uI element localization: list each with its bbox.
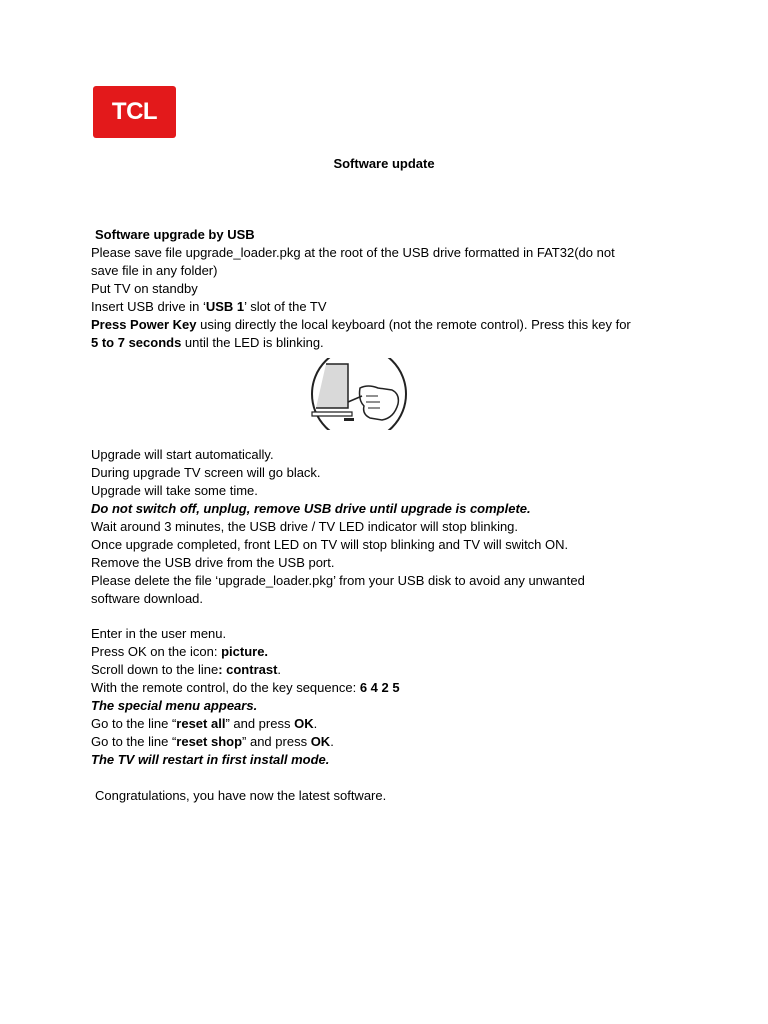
text-run: Insert USB drive in ‘ bbox=[91, 299, 206, 314]
text-run: Scroll down to the line bbox=[91, 662, 219, 677]
text-run: ” and press bbox=[225, 716, 295, 731]
text-run: . bbox=[313, 716, 318, 731]
text-run: ” and press bbox=[242, 734, 311, 749]
reset-shop-label: reset shop bbox=[176, 734, 243, 749]
upgrade-line: Remove the USB drive from the USB port. bbox=[91, 555, 335, 570]
upgrade-line: software download. bbox=[91, 591, 204, 606]
text-run: Press OK on the icon: bbox=[91, 644, 222, 659]
menu-step-line bbox=[91, 679, 400, 697]
upgrade-line: Please delete the file ‘upgrade_loader.pkg’ from your USB disk to avoid any unwanted bbox=[91, 573, 585, 588]
hand-icon bbox=[360, 386, 399, 420]
menu-step-line bbox=[91, 661, 281, 679]
instruction-line: save file in any folder) bbox=[91, 263, 218, 278]
menu-step-line bbox=[91, 733, 334, 751]
instruction-line: Please save file upgrade_loader.pkg at the root of the USB drive formatted in FAT32(do not bbox=[91, 245, 615, 260]
text-run: With the remote control, do the key sequence: bbox=[91, 680, 360, 695]
duration-label: 5 to 7 seconds bbox=[91, 335, 182, 350]
tv-bottom-bezel bbox=[312, 412, 352, 416]
text-run: Go to the line “ bbox=[91, 734, 177, 749]
ok-label: OK bbox=[310, 734, 331, 749]
special-menu-note: The special menu appears. bbox=[91, 698, 258, 713]
usb-slot-label: USB 1 bbox=[205, 299, 245, 314]
section-heading: Software upgrade by USB bbox=[95, 227, 255, 242]
text-run: until the LED is blinking. bbox=[181, 335, 324, 350]
upgrade-line: Once upgrade completed, front LED on TV will stop blinking and TV will switch ON. bbox=[91, 537, 569, 552]
closing-line: Congratulations, you have now the latest software. bbox=[95, 788, 387, 803]
power-key-label: Press Power Key bbox=[91, 317, 197, 332]
instruction-line bbox=[91, 298, 327, 316]
text-run: . bbox=[277, 662, 282, 677]
text-run: ’ slot of the TV bbox=[244, 299, 327, 314]
text-run: Go to the line “ bbox=[91, 716, 177, 731]
menu-step-line: Enter in the user menu. bbox=[91, 626, 227, 641]
reset-all-label: reset all bbox=[176, 716, 226, 731]
text-run: . bbox=[330, 734, 334, 749]
text-run: using directly the local keyboard (not the remote control). Press this key for bbox=[196, 317, 631, 332]
power-key-icon bbox=[344, 418, 354, 421]
instruction-line bbox=[91, 334, 324, 352]
upgrade-line: Upgrade will take some time. bbox=[91, 483, 258, 498]
restart-note: The TV will restart in first install mode. bbox=[91, 752, 330, 767]
logo-text: TCL bbox=[111, 98, 158, 125]
document-title: Software update bbox=[333, 156, 435, 171]
menu-step-line bbox=[91, 715, 317, 733]
power-key-illustration bbox=[308, 358, 410, 430]
upgrade-line: During upgrade TV screen will go black. bbox=[91, 465, 321, 480]
upgrade-line: Wait around 3 minutes, the USB drive / TV LED indicator will stop blinking. bbox=[91, 519, 519, 534]
ok-label: OK bbox=[294, 716, 314, 731]
upgrade-line: Upgrade will start automatically. bbox=[91, 447, 274, 462]
picture-label: picture. bbox=[221, 644, 269, 659]
instruction-line: Put TV on standby bbox=[91, 281, 198, 296]
contrast-label: : contrast bbox=[218, 662, 278, 677]
menu-step-line bbox=[91, 643, 268, 661]
instruction-line bbox=[91, 316, 631, 334]
warning-line: Do not switch off, unplug, remove USB drive until upgrade is complete. bbox=[91, 501, 531, 516]
key-sequence: 6 4 2 5 bbox=[359, 680, 400, 695]
tcl-logo bbox=[93, 86, 176, 138]
